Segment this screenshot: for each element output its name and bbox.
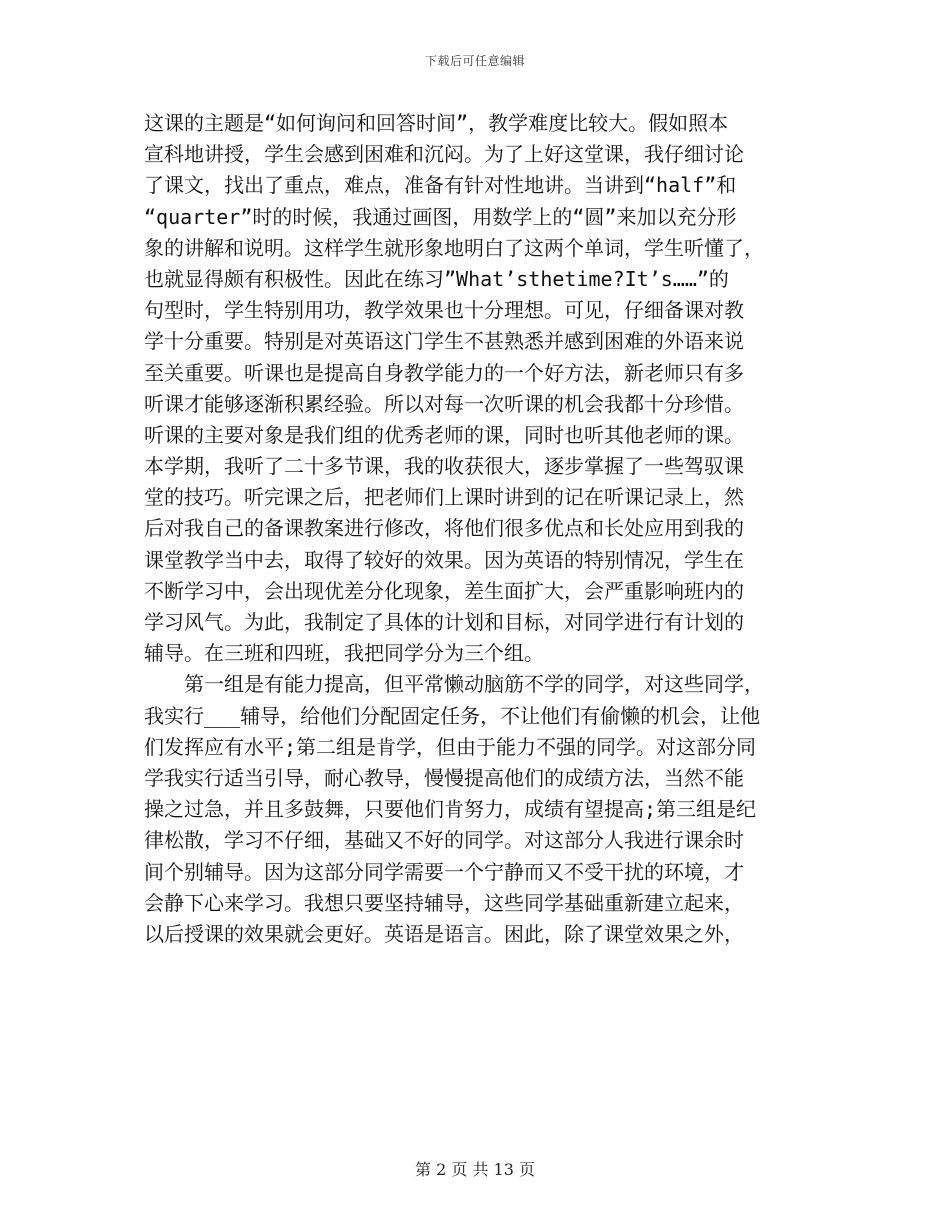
text-line: 课堂教学当中去，取得了较好的效果。因为英语的特别情况，学生在 (144, 547, 744, 572)
text-line: 本学期，我听了二十多节课，我的收获很大，逐步掌握了一些驾驭课 (144, 454, 744, 479)
text-line: 了课文，找出了重点，难点，准备有针对性地讲。当讲到“half”和 (144, 173, 737, 198)
text-line: 句型时，学生特别用功，教学效果也十分理想。可见，仔细备课对教 (144, 298, 744, 323)
text-line: 辅导。在三班和四班，我把同学分为三个组。 (144, 641, 544, 666)
page-number: 第 2 页 共 13 页 (415, 1160, 535, 1179)
text-line: 宣科地讲授，学生会感到困难和沉闷。为了上好这堂课，我仔细讨论 (144, 142, 744, 167)
text-line: 们发挥应有水平;第二组是肯学，但由于能力不强的同学。对这部分同 (144, 734, 757, 759)
text-line: 学十分重要。特别是对英语这门学生不甚熟悉并感到困难的外语来说 (144, 329, 744, 354)
text-line: 我实行___辅导，给他们分配固定任务，不让他们有偷懒的机会，让他 (144, 703, 761, 728)
page-header: 下载后可任意编辑 (424, 54, 525, 68)
text-line: 以后授课的效果就会更好。英语是语言。困此，除了课堂效果之外， (144, 921, 744, 946)
text-line: 也就显得颇有积极性。因此在练习”What’sthetime?It’s……”的 (144, 266, 729, 291)
text-line: 这课的主题是“如何询问和回答时间”，教学难度比较大。假如照本 (144, 111, 729, 135)
text-line: 间个别辅导。因为这部分同学需要一个宁静而又不受干扰的环境，才 (144, 859, 744, 884)
text-line: 学习风气。为此，我制定了具体的计划和目标，对同学进行有计划的 (144, 610, 744, 634)
text-line: 会静下心来学习。我想只要坚持辅导，这些同学基础重新建立起来， (144, 890, 744, 915)
document-body (144, 108, 814, 950)
text-line: 堂的技巧。听完课之后，把老师们上课时讲到的记在听课记录上，然 (144, 485, 744, 510)
text-line: “quarter”时的时候，我通过画图，用数学上的“圆”来加以充分形 (144, 204, 737, 229)
text-line: 不断学习中，会出现优差分化现象，差生面扩大，会严重影响班内的 (144, 578, 744, 603)
text-line: 学我实行适当引导，耐心教导，慢慢提高他们的成绩方法，当然不能 (144, 765, 744, 790)
text-line: 象的讲解和说明。这样学生就形象地明白了这两个单词，学生听懂了， (144, 235, 764, 260)
text-line: 律松散，学习不仔细，基础又不好的同学。对这部分人我进行课余时 (144, 828, 744, 853)
text-line: 后对我自己的备课教案进行修改，将他们很多优点和长处应用到我的 (144, 516, 744, 541)
text-line: 听课的主要对象是我们组的优秀老师的课，同时也听其他老师的课。 (144, 422, 744, 447)
text-line: 至关重要。听课也是提高自身教学能力的一个好方法，新老师只有多 (144, 360, 744, 385)
text-line: 听课才能够逐渐积累经验。所以对每一次听课的机会我都十分珍惜。 (144, 391, 744, 416)
paragraph-start-line: 第一组是有能力提高，但平常懒动脑筋不学的同学，对这些同学， (184, 672, 764, 697)
text-line: 操之过急，并且多鼓舞，只要他们肯努力，成绩有望提高;第三组是纪 (144, 797, 757, 822)
